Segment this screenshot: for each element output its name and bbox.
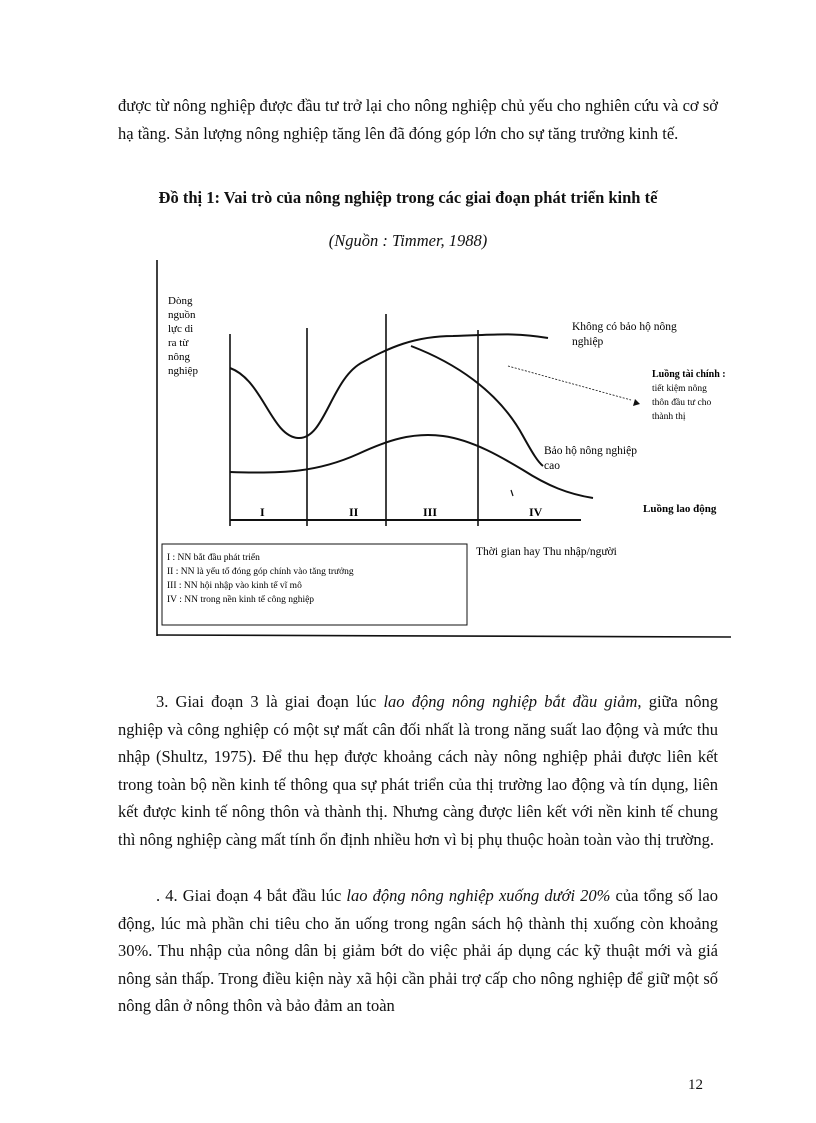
intro-paragraph: được từ nông nghiệp được đầu tư trở lại cho nông nghiệp chủ yếu cho nghiên cứu và cơ sở hạ tầng. Sản lượng nông nghiệp tăng lên đã đóng góp lớn cho sự tăng trưởng kinh tế. [118, 96, 718, 143]
labor-flow-curve [230, 435, 593, 498]
y-axis-label: Dòng nguồn lực di ra từ nông nghiệp [168, 295, 198, 377]
paragraph-4-suffix: của tổng số lao động, lúc mà phần chi tiêu cho ăn uống trong ngân sách hộ thành thị xuống còn khoảng 30%. Thu nhập của nông dân bị giảm bớt do việc phải áp dụng các kỹ thuật mới và giá nông sản thấp. Trong điều kiện này xã hội cần phải trợ cấp cho nông nghiệp để giữ một số nông dân ở nông thôn và bảo đảm an toàn [118, 886, 719, 1015]
paragraph-4-prefix: . 4. Giai đoạn 4 bắt đầu lúc [156, 886, 347, 905]
stage-label-2: II [349, 505, 359, 519]
diagram-svg [153, 258, 733, 648]
high-protection-label: Bảo hộ nông nghiệp cao [544, 445, 637, 472]
financial-flow-curve [411, 346, 543, 466]
tick-mark [511, 490, 513, 496]
stage-label-4: IV [529, 505, 543, 519]
stage-label-3: III [423, 505, 438, 519]
frame-bottom-line [157, 635, 731, 637]
financial-flow-title: Luồng tài chính : [652, 369, 726, 380]
arrow-head [633, 399, 640, 406]
paragraph-3 [118, 688, 718, 853]
paragraph-4-emphasis: lao động nông nghiệp xuống dưới 20% [346, 886, 611, 905]
labor-flow-label: Luồng lao động [643, 503, 717, 515]
page-number: 12 [688, 1077, 703, 1093]
no-protection-curve [230, 334, 548, 438]
figure-source: (Nguồn : Timmer, 1988) [328, 231, 488, 250]
paragraph-3-suffix: , giữa nông nghiệp và công nghiệp có một sự mất cân đối nhất là trong năng suất lao động và mức thu nhập (Shultz, 1975). Để thu hẹp được khoảng cách này nông nghiệp phải được liên kết trong toàn bộ nền kinh tế thông qua sự phát triển của thị trường lao động và tín dụng, liên kết được kinh tế nông thôn và thành thị. Nhưng càng được liên kết với nền kinh tế chung thì nông nghiệp càng mất tính ổn định nhiều hơn vì bị phụ thuộc hoàn toàn vào thị trường. [118, 692, 718, 849]
x-axis-label: Thời gian hay Thu nhập/người [476, 546, 617, 558]
paragraph-3-prefix: 3. Giai đoạn 3 là giai đoạn lúc [156, 692, 384, 711]
paragraph-3-emphasis: lao động nông nghiệp bắt đầu giảm [383, 692, 638, 711]
paragraph-4 [118, 882, 718, 1020]
pointer-line [508, 366, 631, 400]
stage-label-1: I [260, 505, 265, 519]
figure-title: Đồ thị 1: Vai trò của nông nghiệp trong các giai đoạn phát triển kinh tế [158, 188, 658, 207]
financial-flow-desc: tiết kiệm nông thôn đầu tư cho thành thị [652, 384, 712, 422]
figure-diagram [153, 258, 733, 648]
legend-text: I : NN bắt đầu phát triển II : NN là yếu tố đóng góp chính vào tăng trưởng III : NN hội nhập vào kinh tế vĩ mô IV : NN trong nền kinh tế công nghiệp [167, 553, 354, 605]
no-protection-label: Không có bảo hộ nông nghiệp [572, 321, 677, 348]
